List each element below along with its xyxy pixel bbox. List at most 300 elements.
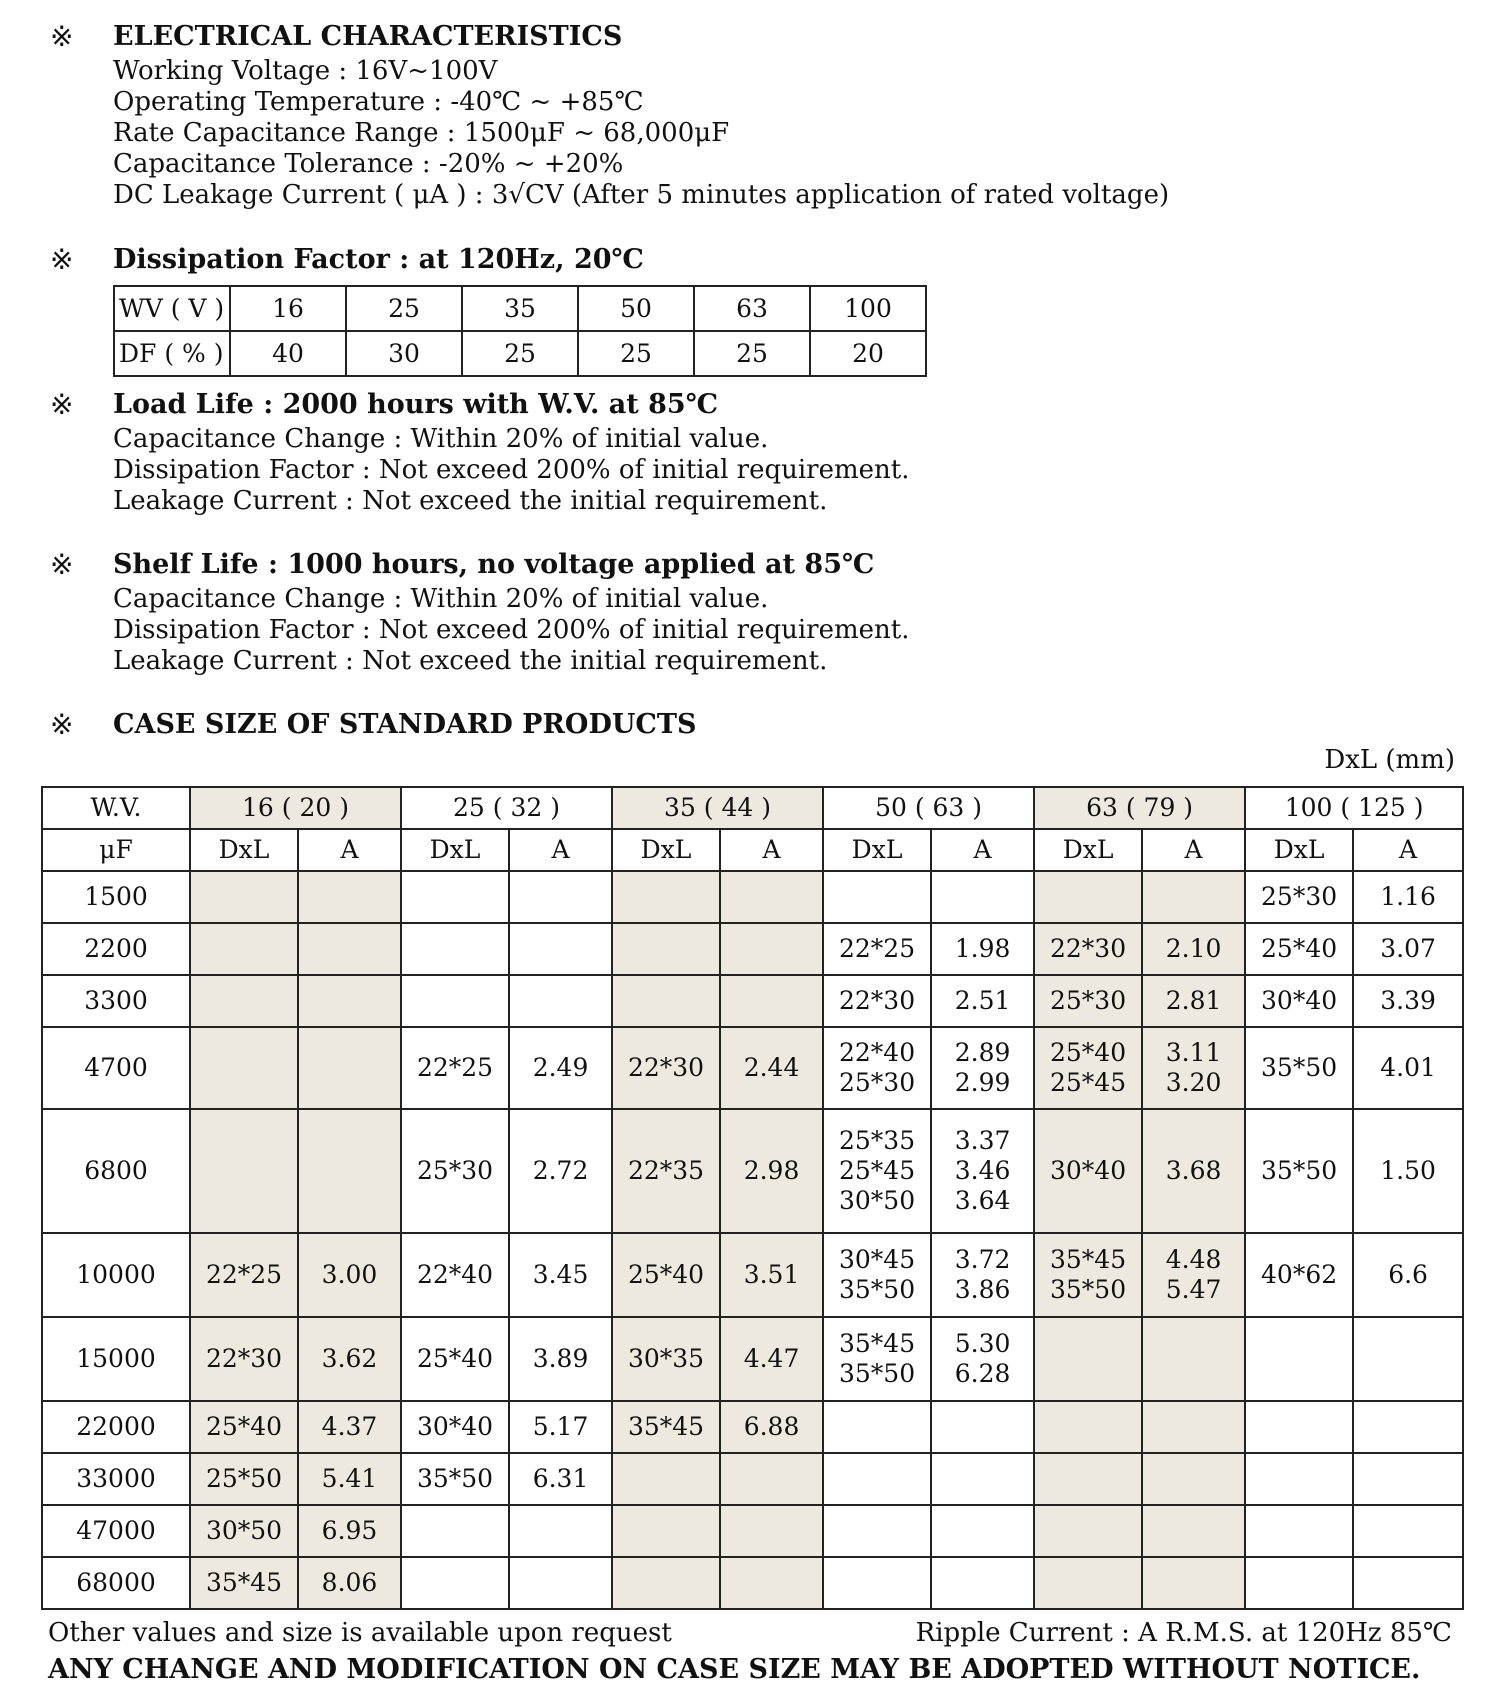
ripple-current-cell bbox=[931, 1401, 1034, 1453]
capacitance-cell: 47000 bbox=[42, 1505, 190, 1557]
case-size-value: 35*50 bbox=[1050, 1275, 1127, 1304]
ripple-current-value: 4.37 bbox=[321, 1412, 378, 1441]
case-size-value: 30*50 bbox=[205, 1516, 283, 1545]
ripple-current-cell bbox=[1353, 1233, 1463, 1317]
ripple-current-cell bbox=[1353, 1557, 1463, 1609]
ripple-current-value: 6.95 bbox=[321, 1516, 378, 1545]
case-size-value: 25*35 bbox=[838, 1126, 916, 1155]
df-value: 25 bbox=[694, 331, 810, 376]
ripple-current-cell bbox=[298, 871, 401, 923]
case-size-cell bbox=[1245, 1233, 1353, 1317]
case-size-cell bbox=[190, 1317, 298, 1401]
case-size-cell bbox=[823, 975, 931, 1027]
ripple-current-cell bbox=[1353, 871, 1463, 923]
case-size-cell bbox=[190, 1109, 298, 1233]
case-size-value: 30*40 bbox=[416, 1412, 494, 1441]
spec-line: Capacitance Tolerance : -20% ~ +20% bbox=[113, 149, 624, 179]
case-size-value: 35*45 bbox=[1050, 1245, 1127, 1274]
ripple-current-cell bbox=[931, 975, 1034, 1027]
ripple-current-cell bbox=[1353, 975, 1463, 1027]
case-size-cell bbox=[190, 923, 298, 975]
table-row bbox=[42, 1401, 1463, 1453]
case-size-value: 22*40 bbox=[838, 1038, 916, 1067]
ripple-current-cell bbox=[509, 1027, 612, 1109]
dxl-subheader: DxL bbox=[190, 829, 298, 871]
ripple-current-cell bbox=[720, 871, 823, 923]
capacitance-cell: 33000 bbox=[42, 1453, 190, 1505]
ripple-current-value: 1.16 bbox=[1380, 882, 1436, 911]
case-size-heading: CASE SIZE OF STANDARD PRODUCTS bbox=[113, 709, 697, 740]
case-size-cell bbox=[1245, 1401, 1353, 1453]
ripple-current-cell bbox=[298, 1505, 401, 1557]
ampere-subheader: A bbox=[298, 829, 401, 871]
table-row bbox=[42, 923, 1463, 975]
case-size-cell bbox=[1245, 923, 1353, 975]
case-size-cell bbox=[401, 1233, 509, 1317]
ripple-current-value: 5.17 bbox=[532, 1412, 589, 1441]
ripple-current-value: 3.51 bbox=[743, 1260, 800, 1289]
case-size-cell bbox=[612, 1401, 720, 1453]
unit-label: DxL (mm) bbox=[1324, 745, 1455, 775]
case-size-table bbox=[41, 786, 1464, 1610]
ripple-current-cell bbox=[298, 1317, 401, 1401]
ripple-current-cell bbox=[720, 1401, 823, 1453]
ripple-current-cell bbox=[720, 1453, 823, 1505]
footer-change-notice: ANY CHANGE AND MODIFICATION ON CASE SIZE MAY BE ADOPTED WITHOUT NOTICE. bbox=[48, 1654, 1421, 1685]
case-size-cell bbox=[1245, 1453, 1353, 1505]
case-size-value: 25*45 bbox=[838, 1156, 916, 1185]
ripple-current-cell bbox=[1142, 1557, 1245, 1609]
wv-row bbox=[114, 286, 926, 331]
ripple-current-value: 3.00 bbox=[321, 1260, 378, 1289]
capacitance-cell: 10000 bbox=[42, 1233, 190, 1317]
case-size-cell bbox=[401, 1557, 509, 1609]
case-size-value: 25*30 bbox=[1050, 986, 1127, 1015]
table-row bbox=[42, 871, 1463, 923]
ripple-current-cell bbox=[1142, 1317, 1245, 1401]
table-row bbox=[42, 975, 1463, 1027]
case-size-value: 22*30 bbox=[627, 1053, 705, 1082]
dxl-subheader: DxL bbox=[1245, 829, 1353, 871]
case-size-value: 25*30 bbox=[1261, 882, 1338, 911]
df-value: 40 bbox=[230, 331, 346, 376]
wv-value: 63 bbox=[694, 286, 810, 331]
ripple-current-value: 2.99 bbox=[954, 1068, 1011, 1097]
df-label: DF ( % ) bbox=[114, 331, 230, 376]
spec-line: Dissipation Factor : Not exceed 200% of initial requirement. bbox=[113, 455, 910, 485]
capacitance-cell: 4700 bbox=[42, 1027, 190, 1109]
ripple-current-cell bbox=[931, 1027, 1034, 1109]
case-size-value: 22*30 bbox=[205, 1344, 283, 1373]
case-size-cell bbox=[1034, 871, 1142, 923]
ripple-current-cell bbox=[931, 1453, 1034, 1505]
ripple-current-cell bbox=[931, 923, 1034, 975]
case-size-value: 35*45 bbox=[627, 1412, 705, 1441]
case-size-value: 35*45 bbox=[838, 1329, 916, 1358]
capacitance-cell: 3300 bbox=[42, 975, 190, 1027]
table-row bbox=[42, 1027, 1463, 1109]
case-size-cell bbox=[1245, 1109, 1353, 1233]
ripple-current-cell bbox=[931, 1109, 1034, 1233]
ripple-current-cell bbox=[1142, 1401, 1245, 1453]
case-size-cell bbox=[401, 1453, 509, 1505]
case-size-cell bbox=[823, 1401, 931, 1453]
case-size-cell bbox=[1245, 1557, 1353, 1609]
case-size-value: 25*45 bbox=[1050, 1068, 1127, 1097]
dissipation-table bbox=[113, 285, 927, 377]
ripple-current-value: 3.11 bbox=[1165, 1038, 1222, 1067]
case-size-value: 25*30 bbox=[838, 1068, 916, 1097]
ripple-current-value: 3.46 bbox=[954, 1156, 1011, 1185]
case-size-cell bbox=[1245, 975, 1353, 1027]
ripple-current-cell bbox=[1142, 1453, 1245, 1505]
table-row bbox=[42, 1505, 1463, 1557]
case-size-cell bbox=[1034, 975, 1142, 1027]
electrical-lines bbox=[113, 56, 1169, 211]
ripple-current-value: 8.06 bbox=[321, 1568, 378, 1597]
ripple-current-value: 6.6 bbox=[1388, 1260, 1428, 1289]
spec-line: DC Leakage Current ( μA ) : 3√CV (After 5 minutes application of rated voltage) bbox=[113, 180, 1170, 210]
table-row bbox=[42, 1557, 1463, 1609]
ripple-current-value: 6.28 bbox=[954, 1359, 1011, 1388]
ripple-current-value: 1.50 bbox=[1380, 1156, 1436, 1185]
case-size-cell bbox=[190, 871, 298, 923]
ampere-subheader: A bbox=[509, 829, 612, 871]
spec-line: Rate Capacitance Range : 1500μF ~ 68,000μF bbox=[113, 118, 730, 148]
case-size-cell bbox=[612, 1233, 720, 1317]
case-size-cell bbox=[612, 975, 720, 1027]
spec-line: Operating Temperature : -40℃ ~ +85℃ bbox=[113, 87, 644, 117]
table-row bbox=[42, 1317, 1463, 1401]
df-value: 25 bbox=[578, 331, 694, 376]
ripple-current-value: 3.39 bbox=[1380, 986, 1436, 1015]
case-size-value: 25*40 bbox=[627, 1260, 705, 1289]
ripple-current-value: 5.41 bbox=[321, 1464, 378, 1493]
ampere-subheader: A bbox=[1142, 829, 1245, 871]
ripple-current-cell bbox=[298, 923, 401, 975]
case-size-cell bbox=[823, 1109, 931, 1233]
case-size-value: 30*35 bbox=[627, 1344, 705, 1373]
case-size-value: 40*62 bbox=[1261, 1260, 1338, 1289]
case-size-cell bbox=[1034, 1233, 1142, 1317]
case-size-cell bbox=[1245, 871, 1353, 923]
ripple-current-cell bbox=[931, 1557, 1034, 1609]
case-size-value: 22*40 bbox=[416, 1260, 494, 1289]
ripple-current-cell bbox=[1142, 871, 1245, 923]
case-size-value: 30*40 bbox=[1050, 1156, 1127, 1185]
ripple-current-value: 3.37 bbox=[954, 1126, 1011, 1155]
case-size-value: 22*30 bbox=[1050, 934, 1127, 963]
ripple-current-value: 6.31 bbox=[532, 1464, 589, 1493]
wv-value: 16 bbox=[230, 286, 346, 331]
case-size-cell bbox=[401, 871, 509, 923]
dxl-subheader: DxL bbox=[823, 829, 931, 871]
ripple-current-cell bbox=[1353, 1317, 1463, 1401]
df-value: 30 bbox=[346, 331, 462, 376]
reference-mark: ※ bbox=[50, 548, 74, 581]
case-size-cell bbox=[1034, 1453, 1142, 1505]
ampere-subheader: A bbox=[931, 829, 1034, 871]
dxl-subheader: DxL bbox=[401, 829, 509, 871]
case-size-cell bbox=[1034, 1505, 1142, 1557]
capacitance-cell: 6800 bbox=[42, 1109, 190, 1233]
uf-header-label: μF bbox=[42, 829, 190, 871]
case-size-cell bbox=[823, 923, 931, 975]
ripple-current-value: 3.45 bbox=[532, 1260, 589, 1289]
ripple-current-cell bbox=[931, 1505, 1034, 1557]
case-size-value: 22*25 bbox=[838, 934, 916, 963]
ripple-current-cell bbox=[1142, 923, 1245, 975]
case-size-value: 25*40 bbox=[205, 1412, 283, 1441]
ripple-current-value: 3.07 bbox=[1380, 934, 1436, 963]
ripple-current-cell bbox=[298, 1401, 401, 1453]
subheader-row bbox=[42, 829, 1463, 871]
case-size-value: 30*50 bbox=[838, 1186, 916, 1215]
case-size-value: 25*40 bbox=[1050, 1038, 1127, 1067]
electrical-heading: ELECTRICAL CHARACTERISTICS bbox=[113, 21, 623, 52]
capacitance-cell: 68000 bbox=[42, 1557, 190, 1609]
ripple-current-value: 2.10 bbox=[1165, 934, 1222, 963]
case-size-cell bbox=[823, 1505, 931, 1557]
voltage-group-header: 63 ( 79 ) bbox=[1034, 787, 1245, 829]
ripple-current-cell bbox=[1142, 1505, 1245, 1557]
ripple-current-cell bbox=[509, 923, 612, 975]
df-row bbox=[114, 331, 926, 376]
df-value: 25 bbox=[462, 331, 578, 376]
ripple-current-cell bbox=[298, 975, 401, 1027]
table-row bbox=[42, 1233, 1463, 1317]
ripple-current-cell bbox=[720, 923, 823, 975]
ripple-current-value: 3.68 bbox=[1165, 1156, 1222, 1185]
capacitance-cell: 1500 bbox=[42, 871, 190, 923]
case-size-cell bbox=[190, 1027, 298, 1109]
case-size-value: 35*50 bbox=[838, 1275, 916, 1304]
ripple-current-cell bbox=[509, 871, 612, 923]
ripple-current-cell bbox=[298, 1109, 401, 1233]
reference-mark: ※ bbox=[50, 20, 74, 53]
case-size-cell bbox=[612, 1109, 720, 1233]
case-size-cell bbox=[612, 1027, 720, 1109]
ripple-current-cell bbox=[509, 1505, 612, 1557]
ripple-current-cell bbox=[298, 1453, 401, 1505]
case-size-cell bbox=[823, 871, 931, 923]
case-size-cell bbox=[823, 1453, 931, 1505]
case-size-cell bbox=[401, 1401, 509, 1453]
ripple-current-value: 4.47 bbox=[743, 1344, 800, 1373]
ripple-current-cell bbox=[1142, 1233, 1245, 1317]
ripple-current-cell bbox=[720, 1557, 823, 1609]
table-row bbox=[42, 1109, 1463, 1233]
load-life-lines bbox=[113, 424, 910, 517]
dxl-subheader: DxL bbox=[1034, 829, 1142, 871]
ripple-current-value: 2.72 bbox=[532, 1156, 589, 1185]
shelf-life-heading: Shelf Life : 1000 hours, no voltage applied at 85℃ bbox=[113, 549, 875, 580]
ripple-current-value: 4.01 bbox=[1380, 1053, 1436, 1082]
ripple-current-cell bbox=[509, 975, 612, 1027]
shelf-life-lines bbox=[113, 584, 910, 677]
reference-mark: ※ bbox=[50, 708, 74, 741]
ripple-current-cell bbox=[1353, 1401, 1463, 1453]
ripple-current-value: 5.47 bbox=[1165, 1275, 1222, 1304]
case-size-cell bbox=[1034, 1557, 1142, 1609]
ripple-current-value: 2.98 bbox=[743, 1156, 800, 1185]
dxl-subheader: DxL bbox=[612, 829, 720, 871]
dissipation-heading: Dissipation Factor : at 120Hz, 20℃ bbox=[113, 244, 644, 275]
ripple-current-value: 3.89 bbox=[532, 1344, 589, 1373]
ripple-current-value: 2.81 bbox=[1165, 986, 1222, 1015]
ripple-current-value: 3.62 bbox=[321, 1344, 378, 1373]
ripple-current-value: 2.49 bbox=[532, 1053, 589, 1082]
case-size-cell bbox=[401, 1505, 509, 1557]
spec-line: Capacitance Change : Within 20% of initial value. bbox=[113, 424, 769, 454]
spec-line: Dissipation Factor : Not exceed 200% of initial requirement. bbox=[113, 615, 910, 645]
voltage-group-header: 16 ( 20 ) bbox=[190, 787, 401, 829]
wv-label: WV ( V ) bbox=[114, 286, 230, 331]
ripple-current-cell bbox=[931, 1233, 1034, 1317]
case-size-value: 25*30 bbox=[416, 1156, 494, 1185]
case-size-value: 35*50 bbox=[1261, 1053, 1338, 1082]
spec-line: Leakage Current : Not exceed the initial requirement. bbox=[113, 646, 828, 676]
ampere-subheader: A bbox=[1353, 829, 1463, 871]
case-size-cell bbox=[1034, 1317, 1142, 1401]
ripple-current-cell bbox=[509, 1453, 612, 1505]
footer-availability-note: Other values and size is available upon request bbox=[48, 1618, 672, 1648]
case-size-cell bbox=[190, 1233, 298, 1317]
ripple-current-value: 3.72 bbox=[954, 1245, 1011, 1274]
case-size-cell bbox=[823, 1557, 931, 1609]
wv-value: 25 bbox=[346, 286, 462, 331]
ripple-current-value: 3.20 bbox=[1165, 1068, 1222, 1097]
ripple-current-cell bbox=[298, 1027, 401, 1109]
case-size-value: 35*50 bbox=[1261, 1156, 1338, 1185]
case-size-cell bbox=[1034, 1027, 1142, 1109]
ripple-current-cell bbox=[509, 1317, 612, 1401]
ripple-current-cell bbox=[720, 1027, 823, 1109]
spec-line: Working Voltage : 16V~100V bbox=[113, 56, 498, 86]
case-size-cell bbox=[401, 975, 509, 1027]
ripple-current-cell bbox=[720, 1233, 823, 1317]
ripple-current-value: 5.30 bbox=[954, 1329, 1011, 1358]
ripple-current-cell bbox=[1353, 1109, 1463, 1233]
case-size-value: 25*40 bbox=[416, 1344, 494, 1373]
wv-value: 100 bbox=[810, 286, 926, 331]
case-size-value: 25*50 bbox=[205, 1464, 283, 1493]
ripple-current-value: 2.51 bbox=[954, 986, 1011, 1015]
case-size-cell bbox=[190, 975, 298, 1027]
case-size-cell bbox=[190, 1401, 298, 1453]
case-size-cell bbox=[190, 1505, 298, 1557]
case-size-cell bbox=[1034, 1401, 1142, 1453]
case-size-cell bbox=[190, 1453, 298, 1505]
case-size-value: 35*50 bbox=[416, 1464, 494, 1493]
df-value: 20 bbox=[810, 331, 926, 376]
ripple-current-cell bbox=[720, 1505, 823, 1557]
wv-value: 50 bbox=[578, 286, 694, 331]
case-size-value: 22*25 bbox=[205, 1260, 283, 1289]
ripple-current-cell bbox=[1142, 1109, 1245, 1233]
case-size-cell bbox=[1245, 1027, 1353, 1109]
ripple-current-cell bbox=[931, 1317, 1034, 1401]
case-size-cell bbox=[190, 1557, 298, 1609]
reference-mark: ※ bbox=[50, 388, 74, 421]
load-life-heading: Load Life : 2000 hours with W.V. at 85℃ bbox=[113, 389, 719, 420]
ripple-current-cell bbox=[1353, 1027, 1463, 1109]
case-size-cell bbox=[612, 1505, 720, 1557]
ripple-current-cell bbox=[298, 1233, 401, 1317]
capacitance-cell: 22000 bbox=[42, 1401, 190, 1453]
ripple-current-cell bbox=[1353, 1505, 1463, 1557]
wv-value: 35 bbox=[462, 286, 578, 331]
ripple-current-value: 2.89 bbox=[954, 1038, 1011, 1067]
case-size-cell bbox=[401, 1109, 509, 1233]
case-size-value: 22*35 bbox=[627, 1156, 705, 1185]
case-size-cell bbox=[401, 923, 509, 975]
spec-line: Capacitance Change : Within 20% of initial value. bbox=[113, 584, 769, 614]
case-size-value: 22*30 bbox=[838, 986, 916, 1015]
case-size-value: 30*40 bbox=[1261, 986, 1338, 1015]
ripple-current-cell bbox=[509, 1233, 612, 1317]
ripple-current-value: 3.64 bbox=[954, 1186, 1011, 1215]
voltage-group-header: 100 ( 125 ) bbox=[1245, 787, 1463, 829]
ripple-current-value: 6.88 bbox=[743, 1412, 800, 1441]
case-size-value: 22*25 bbox=[416, 1053, 494, 1082]
case-size-cell bbox=[1245, 1317, 1353, 1401]
case-size-cell bbox=[401, 1317, 509, 1401]
wv-header-label: W.V. bbox=[42, 787, 190, 829]
case-size-value: 25*40 bbox=[1261, 934, 1338, 963]
case-size-cell bbox=[1034, 923, 1142, 975]
case-size-cell bbox=[612, 923, 720, 975]
case-size-cell bbox=[401, 1027, 509, 1109]
voltage-group-header: 25 ( 32 ) bbox=[401, 787, 612, 829]
capacitance-cell: 15000 bbox=[42, 1317, 190, 1401]
ripple-current-value: 1.98 bbox=[954, 934, 1011, 963]
case-size-value: 30*45 bbox=[838, 1245, 916, 1274]
case-size-cell bbox=[612, 871, 720, 923]
ripple-current-value: 4.48 bbox=[1165, 1245, 1222, 1274]
table-row bbox=[42, 1453, 1463, 1505]
ripple-current-cell bbox=[1142, 1027, 1245, 1109]
case-size-cell bbox=[823, 1233, 931, 1317]
ampere-subheader: A bbox=[720, 829, 823, 871]
ripple-current-value: 2.44 bbox=[743, 1053, 800, 1082]
ripple-current-cell bbox=[509, 1557, 612, 1609]
ripple-current-cell bbox=[720, 1109, 823, 1233]
ripple-current-cell bbox=[509, 1401, 612, 1453]
case-size-cell bbox=[612, 1557, 720, 1609]
case-size-value: 35*45 bbox=[205, 1568, 283, 1597]
ripple-current-cell bbox=[1353, 1453, 1463, 1505]
voltage-group-header: 35 ( 44 ) bbox=[612, 787, 823, 829]
reference-mark: ※ bbox=[50, 243, 74, 276]
voltage-header-row bbox=[42, 787, 1463, 829]
ripple-current-value: 3.86 bbox=[954, 1275, 1011, 1304]
ripple-current-cell bbox=[720, 975, 823, 1027]
ripple-current-cell bbox=[298, 1557, 401, 1609]
case-size-cell bbox=[1034, 1109, 1142, 1233]
case-size-cell bbox=[1245, 1505, 1353, 1557]
footer-ripple-current-note: Ripple Current : A R.M.S. at 120Hz 85℃ bbox=[915, 1618, 1452, 1648]
case-size-cell bbox=[612, 1453, 720, 1505]
voltage-group-header: 50 ( 63 ) bbox=[823, 787, 1034, 829]
case-size-value: 35*50 bbox=[838, 1359, 916, 1388]
ripple-current-cell bbox=[509, 1109, 612, 1233]
spec-line: Leakage Current : Not exceed the initial requirement. bbox=[113, 486, 828, 516]
ripple-current-cell bbox=[931, 871, 1034, 923]
ripple-current-cell bbox=[1353, 923, 1463, 975]
case-size-cell bbox=[612, 1317, 720, 1401]
case-size-cell bbox=[823, 1317, 931, 1401]
